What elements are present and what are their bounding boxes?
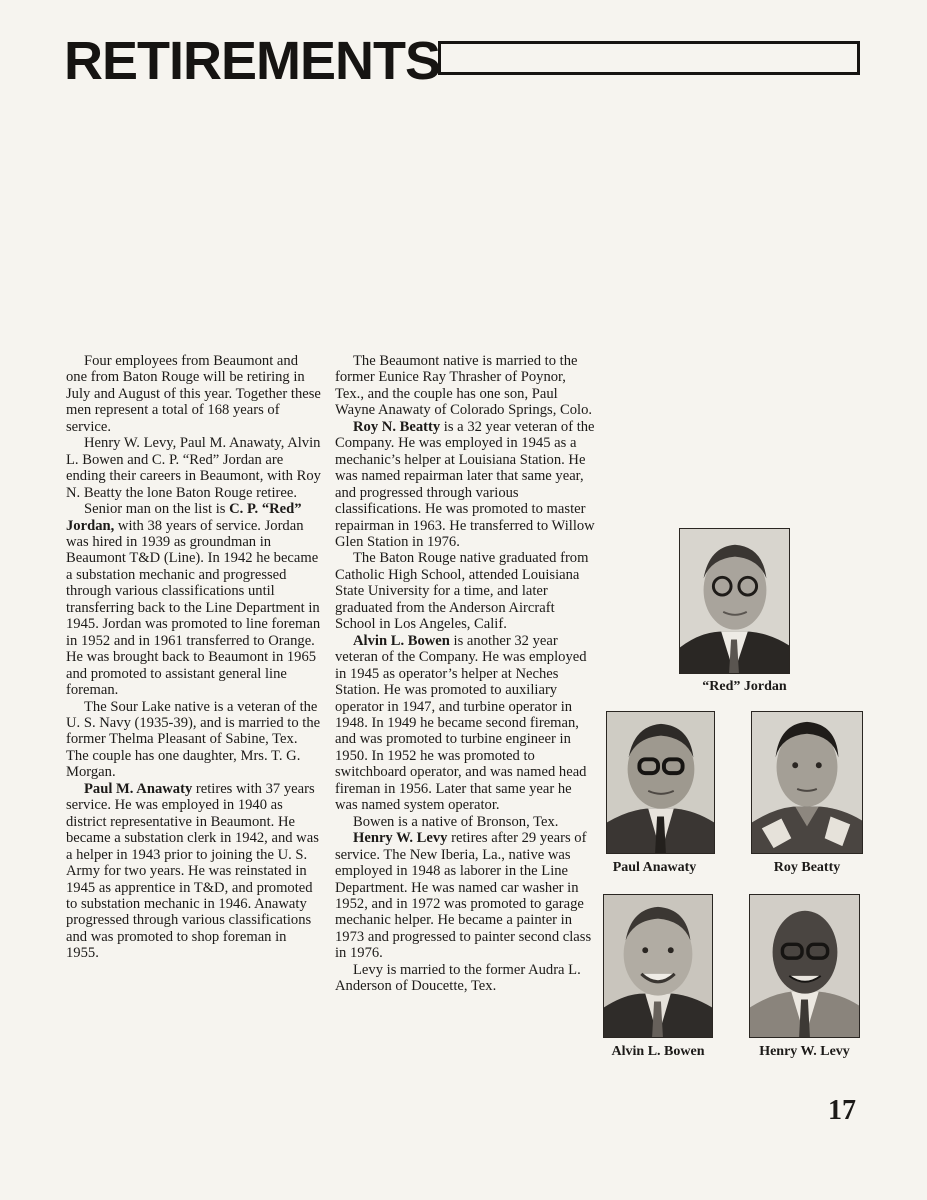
paragraph-text: Levy is married to the former Audra L. Anderson of Doucette, Tex. bbox=[335, 961, 581, 995]
employee-name: Henry W. Levy bbox=[353, 830, 448, 847]
paragraph-text: The Baton Rouge native graduated from Catholic High School, attended Louisiana State University for a time, and later graduated from the Anderson Aircraft School in Los Angeles, Calif. bbox=[335, 550, 589, 633]
paragraph-text: The Beaumont native is married to the former Eunice Ray Thrasher of Poynor, Tex., and the couple has one son, Paul Wayne Anawaty of Colorado Springs, Colo. bbox=[335, 353, 593, 419]
caption-jordan: “Red” Jordan bbox=[702, 679, 787, 694]
caption-anawaty: Paul Anawaty bbox=[612, 860, 697, 875]
paragraph-text: Henry W. Levy, Paul M. Anawaty, Alvin L. Bowen and C. P. “Red” Jordan are ending their careers in Beaumont, with Roy N. Beatty the lone Baton Rouge retiree. bbox=[66, 435, 321, 501]
article-paragraph bbox=[66, 435, 321, 501]
caption-bowen: Alvin L. Bowen bbox=[611, 1044, 705, 1059]
article-paragraph bbox=[335, 962, 597, 995]
employee-name: Alvin L. Bowen bbox=[353, 632, 450, 649]
employee-name: Paul M. Anawaty bbox=[84, 780, 193, 797]
employee-name: Roy N. Beatty bbox=[353, 418, 441, 435]
title-rule-box bbox=[438, 41, 860, 75]
portrait-jordan bbox=[679, 528, 790, 674]
article-column-1 bbox=[66, 353, 321, 962]
article-paragraph bbox=[335, 353, 597, 419]
paragraph-text: is another 32 year veteran of the Company. He was employed in 1945 as operator’s helper at Neches Station. He was promoted to auxiliary operator in 1947, and turbine operator in 1948. In 1949 he became second fireman, and was promoted to turbine engineer in 1950. In 1952 he was promoted to switchboard operator, and was named head fireman in 1956. Later that same year he was named system operator. bbox=[335, 632, 587, 814]
article-paragraph bbox=[335, 830, 597, 962]
portrait-bowen bbox=[603, 894, 713, 1038]
paragraph-text: retires with 37 years service. He was employed in 1940 as district representative in Beaumont. He became a substation clerk in 1942, and was a helper in 1943 prior to joining the U. S. Army for two years. He was reinstated in 1945 as apprentice in T&D, and promoted to substation mechanic in 1946. Anawaty progressed through various classifications and was promoted to shop foreman in 1955. bbox=[66, 780, 319, 962]
article-paragraph bbox=[66, 781, 321, 962]
paragraph-text: Four employees from Beaumont and one from Baton Rouge will be retiring in July and August of this year. Together these men represent a total of 168 years of service. bbox=[66, 353, 321, 435]
article-paragraph bbox=[66, 699, 321, 781]
portrait-beatty bbox=[751, 711, 863, 854]
paragraph-text: Bowen is a native of Bronson, Tex. bbox=[353, 813, 559, 830]
article-column-2 bbox=[335, 353, 597, 995]
portrait-anawaty bbox=[606, 711, 715, 854]
paragraph-text: is a 32 year veteran of the Company. He was employed in 1945 as a mechanic’s helper at Louisiana Station. He was named repairman later that same year, and progressed through various classifications. He was promoted to master repairman in 1963. He transferred to Willow Glen Station in 1976. bbox=[335, 418, 595, 550]
article-paragraph bbox=[335, 814, 597, 830]
article-paragraph bbox=[335, 550, 597, 632]
caption-beatty: Roy Beatty bbox=[773, 860, 841, 875]
portrait-levy bbox=[749, 894, 860, 1038]
article-paragraph bbox=[66, 353, 321, 435]
article-paragraph bbox=[335, 419, 597, 551]
paragraph-text: The Sour Lake native is a veteran of the U. S. Navy (1935-39), and is married to the former Thelma Pleasant of Sabine, Tex. The couple has one daughter, Mrs. T. G. Morgan. bbox=[66, 698, 321, 781]
paragraph-text: with 38 years of service. Jordan was hired in 1939 as groundman in Beaumont T&D (Line). In 1942 he became a substation mechanic and progressed through various classifications until transferring back to the Line Department in 1945. Jordan was promoted to line foreman in 1952 and in 1961 transferred to Orange. He was brought back to Beaumont in 1965 and promoted to assistant general line foreman. bbox=[66, 517, 321, 699]
page-title: RETIREMENTS bbox=[64, 31, 441, 91]
paragraph-text: retires after 29 years of service. The New Iberia, La., native was employed in 1948 as laborer in the Line Department. He was named car washer in 1952, and in 1972 was promoted to garage mechanic helper. He became a painter in 1973 and progressed to painter second class in 1976. bbox=[335, 830, 592, 962]
caption-levy: Henry W. Levy bbox=[759, 1044, 850, 1059]
page-number: 17 bbox=[828, 1095, 856, 1126]
article-paragraph bbox=[66, 501, 321, 698]
employee-name: C. P. “Red” Jordan, bbox=[66, 501, 302, 534]
paragraph-text: Senior man on the list is bbox=[84, 501, 230, 518]
article-paragraph bbox=[335, 633, 597, 814]
